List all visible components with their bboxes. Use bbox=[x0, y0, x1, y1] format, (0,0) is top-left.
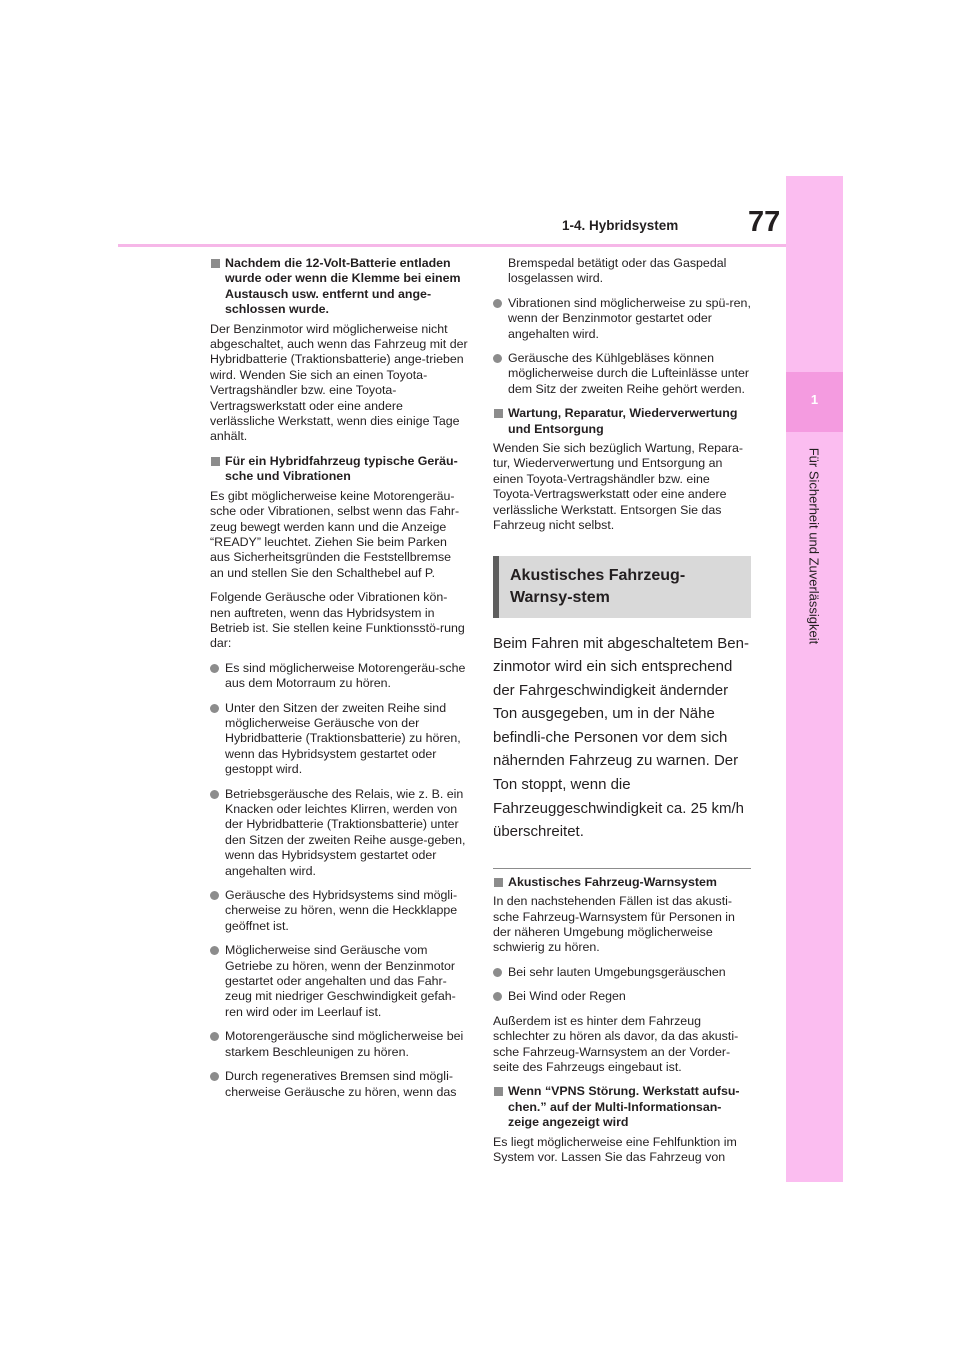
paragraph: Es liegt möglicherweise eine Fehlfunktion im System vor. Lassen Sie das Fahrzeug von bbox=[493, 1134, 737, 1164]
header-section-title: 1-4. Hybridsystem bbox=[562, 218, 679, 233]
heading-vpns-fault: Wenn “VPNS Störung. Werkstatt aufsu-chen.” auf der Multi-Informationsan-zeige angezeigt wird bbox=[493, 1084, 751, 1130]
bullet-item: Vibrationen sind möglicherweise zu spü-ren, wenn der Benzinmotor gestartet oder angehalten wird. bbox=[493, 296, 751, 342]
bullet-item: Betriebsgeräusche des Relais, wie z. B. ein Knacken oder leichtes Klirren, werden von der Hybridbatterie (Traktionsbatterie) unter den Sitzen der zweiten Reihe ausge-geben, wenn das Hybridsystem gestartet oder angehalten wird. bbox=[210, 787, 468, 879]
bullet-item: Möglicherweise sind Geräusche vom Getriebe zu hören, wenn der Benzinmotor gestartet oder angehalten und das Fahr-zeug mit niedriger Geschwindigkeit gefah-ren wird oder im Leerlauf ist. bbox=[210, 943, 468, 1020]
header-rule bbox=[118, 244, 786, 247]
bullet-item: Bei Wind oder Regen bbox=[493, 989, 751, 1004]
paragraph: Folgende Geräusche oder Vibrationen kön-nen auftreten, wenn das Hybridsystem in Betrieb ist. Sie stellen keine Funktionsstö-rung dar: bbox=[210, 590, 465, 651]
bullet-item: Durch regeneratives Bremsen sind mögli-cherweise Geräusche zu hören, wenn das bbox=[210, 1069, 468, 1100]
section-intro: Beim Fahren mit abgeschaltetem Ben-zinmotor wird ein sich entsprechend der Fahrgeschwindigkeit ändernder Ton ausgegeben, um in der Nähe befindli-che Personen vor dem sich nähernden Fahrzeug zu warnen. Der Ton stoppt, wenn die Fahrzeuggeschwindigkeit ca. 25 km/h überschreitet. bbox=[493, 634, 749, 841]
right-column bbox=[493, 256, 751, 1174]
side-tab-label: Für Sicherheit und Zuverlässigkeit bbox=[806, 447, 822, 645]
heading-maintenance: Wartung, Reparatur, Wiederverwertung und Entsorgung bbox=[493, 406, 751, 437]
side-tab-number: 1 bbox=[810, 392, 819, 407]
section-title: Akustisches Fahrzeug-Warnsy-stem bbox=[493, 556, 751, 618]
divider bbox=[493, 868, 751, 869]
bullet-item: Geräusche des Kühlgebläses können möglicherweise durch die Lufteinlässe unter dem Sitz der zweiten Reihe gehört werden. bbox=[493, 351, 751, 397]
left-column bbox=[210, 256, 468, 1109]
bullet-item: Geräusche des Hybridsystems sind mögli-cherweise zu hören, wenn die Heckklappe geöffnet ist. bbox=[210, 888, 468, 934]
bullet-item: Unter den Sitzen der zweiten Reihe sind möglicherweise Geräusche von der Hybridbatterie (Traktionsbatterie) zu hören, wenn das Hybridsystem gestartet oder gestoppt wird. bbox=[210, 701, 468, 778]
bullet-continuation: Bremspedal betätigt oder das Gaspedal losgelassen wird. bbox=[508, 256, 727, 286]
side-tab bbox=[786, 176, 843, 1182]
bullet-item: Es sind möglicherweise Motorengeräu-sche aus dem Motorraum zu hören. bbox=[210, 661, 468, 692]
page-number: 77 bbox=[748, 206, 781, 238]
bullet-item: Motorengeräusche sind möglicherweise bei starkem Beschleunigen zu hören. bbox=[210, 1029, 468, 1060]
heading-warning-system: Akustisches Fahrzeug-Warnsystem bbox=[493, 875, 751, 890]
heading-hybrid-noises: Für ein Hybridfahrzeug typische Geräu-sche und Vibrationen bbox=[210, 454, 468, 485]
paragraph: In den nachstehenden Fällen ist das akusti-sche Fahrzeug-Warnsystem für Personen in der näheren Umgebung möglicherweise schwierig zu hören. bbox=[493, 894, 735, 955]
bullet-item: Bei sehr lauten Umgebungsgeräuschen bbox=[493, 965, 751, 980]
paragraph: Wenden Sie sich bezüglich Wartung, Repara-tur, Wiederverwertung und Entsorgung an einen Toyota-Vertragshändler bzw. eine Toyota-Vertragswerkstatt oder eine andere verlässliche Werkstatt. Entsorgen Sie das Fahrzeug nicht selbst. bbox=[493, 441, 744, 533]
paragraph: Außerdem ist es hinter dem Fahrzeug schlechter zu hören als davor, da das akusti-sche Fahrzeug-Warnsystem an der Vorder-seite des Fahrzeugs eingebaut ist. bbox=[493, 1013, 739, 1074]
paragraph: Der Benzinmotor wird möglicherweise nicht abgeschaltet, auch wenn das Fahrzeug mit der Hybridbatterie (Traktionsbatterie) ange-trieben wird. Wenden Sie sich an einen Toyota-Vertragshändler bzw. eine Toyota-Vertragswerkstatt oder eine andere verlässliche Werkstatt, wenn dies einige Tage anhält. bbox=[210, 321, 468, 444]
heading-12v-battery: Nachdem die 12-Volt-Batterie entladen wurde oder wenn die Klemme bei einem Austausch usw. entfernt und ange-schlossen wurde. bbox=[210, 256, 468, 318]
paragraph: Es gibt möglicherweise keine Motorengeräu-sche oder Vibrationen, selbst wenn das Fahr-zeug bewegt werden kann und die Anzeige “READY” leuchtet. Ziehen Sie beim Parken aus Sicherheitsgründen die Feststellbremse an und stellen Sie den Schalthebel auf P. bbox=[210, 488, 460, 580]
